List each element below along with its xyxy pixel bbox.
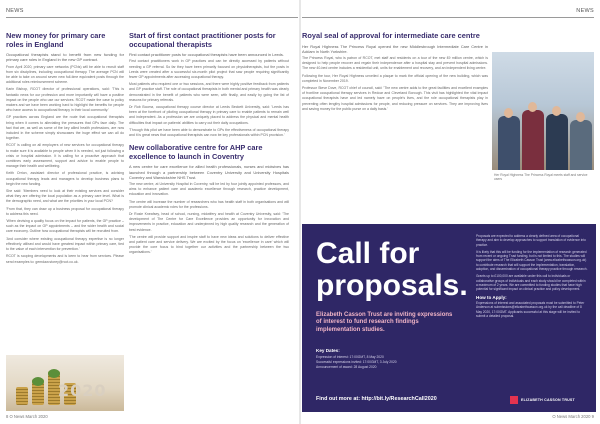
article-paragraph: Dr Rosie Kneafsey, head of school, nursing, midwifery and health at Coventry University, said: 'The development of The Centre for Care Excellence provides an opportunity for innovation and improvements in practice, education and underpinned by high quality research and the generation of best evidence. [129,212,289,232]
article-paragraph: GP practices across England are the route that occupational therapists bring when it comes to alleviating the pressures that GPs face daily. The fact that we, as well as some of the key allied health professions, are now included in the scheme simply showcases the huge effect we can all do together. [6,115,124,141]
article-paragraph: Dr Rob Boomz, occupational therapy course director at Leeds Beckett University, said: 'Leeds has been at the forefront of piloting occupational therapy in primary care to enable patients to remain well and independent. As a profession we are uniquely placed to address the physical and mental health difficulties that impact on patients' abilities to carry out their daily occupations. [129,105,289,125]
advert-title: Call for proposals. [316,237,468,302]
article-paragraph: The centre will increase the number of researchers who has health staff in both organisations and will promote clinical academic roles for the professions. [129,199,289,209]
article-lead: First contact practitioner posts for occupational therapists have been announced in Leeds. [129,52,284,58]
photo-caption: Her Royal Highness The Princess Royal meets staff and service users [494,173,588,181]
page-footer: 8 O News March 2020 [6,414,48,419]
key-date: Announcement of award: 28 August 2020 [316,364,377,369]
article-paragraph: 'When devising a quality focus on the impact for patients, the GP practice – such as the impact on GP appointments – and the wider health and social care economy. Outline how occupational therapists will be recruited from. [6,219,124,234]
trust-logo-icon [510,396,518,404]
advert-funding: Grants up to £100,000 are available under this call to individuals or collaborative groups of individuals and each study should be completed within a maximum of 2 years. We are committed to funding studies that have high potential for significant impact on clinical practice and policy development. [476,274,586,292]
key-dates-label: Key Dates: [316,348,340,353]
plant-icon [48,369,60,378]
left-page-header [0,0,300,22]
royal-visit-photo [492,52,594,170]
article-paragraph: Professor Steve Dove, RCOT chief of council, said: 'The new centre adds to the great facilities and excellent examples of frontline occupational therapy services in Redcar and Cleveland Borough. This visit has highlighted the vital impact occupational therapists have and led namely have on people's lives, and the role occupational therapists play in preventing often lengthy hospital admissions for people, and reducing pressure on services. They are improving lives and saving money for the public purse on a daily basis.' [302,86,488,111]
person-head [576,112,585,122]
article-headline: New money for primary care roles in England [6,31,106,49]
article-paragraph: She said: 'Members need to look at their existing services and consider what they are offering the local population as a primary care level. What is the demographic need, and what are the priorities in your local PCN? [6,189,124,204]
article-paragraph: 'The centre will provide support and inspire staff to have new ideas and solutions to deliver effective and patient care and service delivery. We are excited by the focus on 'excellence in care' which will provide the core focus to bind together our activities and the partnership between the two organisations.' [129,234,289,255]
article-paragraph: Following the tour, Her Royal Highness unveiled a plaque to mark the official opening of the new building, which was completed in November 2019. [302,73,488,83]
article-paragraph: Keith Orrion, assistant director of professional practice, is advising occupational therapy leads and managers to develop business plans to begin the new funding. [6,171,124,186]
article-ahp-centre [129,144,289,255]
article-primary-care-roles [6,32,124,267]
plant-icon [32,377,44,386]
apply-text: Expressions of interest and associated proposals must be submitted to Peter Anderson at submissions@elizabethcasson.org.uk by the call deadline of 8 May 2020, 17:00GMT. Applicants successful at this stage will be invited to submit a detailed proposal. [476,301,585,319]
advert-detail: It is likely that this will be funding for the implementation of research generated from recent or ongoing Trust funding, but is not limited to this. The studies will support the aims of The Elizabeth Casson Trust (www.elizabethcasson.org.uk) to contribute research that will support the implementation, translation, adoption, and dissemination of occupational therapy practice through research. [476,249,588,272]
article-paragraph: RCOT is scoping developments and is keen to hear from services. Please send examples to: gemdaw.storey@rcot.co.uk. [6,254,124,264]
header-rule [6,17,298,18]
person-figure [570,120,592,170]
article-paragraph: Karin Bishop, RCOT director of professional operations, said: 'This is fantastic news for our profession and more importantly will have a positive impact on the people who use our services. RCOT made the case to policy makers and we have been working hard to highlight the benefits for people who have access to occupational therapy in their local community.' [6,87,124,113]
article-headline: New collaborative centre for AHP care excellence to launch in Coventry [129,143,263,161]
article-text-column [302,44,488,112]
key-date: Expression of interest: 17:00GMT, 8 May 2020 [316,355,384,359]
article-paragraph: 'Through this pilot we have been able to demonstrate to GPs the effectiveness of occupational therapy and it is great news that occupational therapists can now be key professionals within PCN provision.' [129,127,289,138]
header-rule [302,17,594,18]
advert-subtitle: Elizabeth Casson Trust are inviting expressions of interest to fund research findings implementation studies. [316,312,453,333]
person-head [528,102,537,112]
trust-logo-text: ELIZABETH CASSON TRUST [521,398,575,402]
coin-stack [16,387,28,405]
find-out-more-link[interactable]: Find out more at: http://bit.ly/ResearchCall2020 [316,396,437,402]
article-lead: Occupational therapists stand to benefit from new funding for primary care roles in England in the new GP contract. [6,52,124,63]
article-lead: Her Royal Highness The Princess Royal opened the new Middlesbrough Intermediate Care Centre in Acklam in North Yorkshire. [302,43,488,54]
photo-year-text: 2020 [58,381,107,400]
article-paragraph: First contact practitioners work in GP practices and can be directly accessed by patients without needing a GP referral. So far they have been primarily focused on physiotherapists, but the posts in Leeds were created after a successful six-month pilot project that saw people requiring significantly fewer GP appointments after accessing occupational therapy. [129,59,289,79]
advert-intro: Proposals are expected to address a clearly defined area of occupational therapy and aim to develop approaches to support translation of evidence into practice. [476,234,586,247]
section-label: NEWS [576,8,594,14]
right-page-header [300,0,600,22]
page-footer: O News March 2020 9 [552,414,594,419]
advert-details [476,234,588,321]
article-headline: Start of first contact practitioner posts for occupational therapists [129,31,276,49]
key-date: Successful expressions invited: 17:00GMT, 3 July 2020 [316,359,397,364]
article-headline: Royal seal of approval for intermediate care centre [302,31,480,40]
coins-photo [6,355,124,411]
elizabeth-casson-trust-logo [510,396,575,404]
article-paragraph: The new centre, at University Hospital in Coventry, will be led by four jointly appointed professors, and aims to enhance patient care and academic excellence through research, practice development, education and innovation. [129,182,289,197]
article-paragraph: From April 2020, primary care networks (PCNs) will be able to recruit staff from six disciplines, including occupational therapy. The average PCN will be able to take on around seven new full-time equivalent posts through the additional roles reimbursement scheme. [6,64,124,85]
person-figure [522,110,544,170]
article-paragraph: RCOT is calling on all employers of new services for occupational therapy to make sure it is available to people when it is needed, not just following a crisis or hospital admission. It is calling for a proactive approach that combines early assessment, support and advice to enable people to manage their health and wellbeing. [6,143,124,169]
article-paragraph: The Princess Royal, who is patron of RCOT, met staff and residents on a tour of the new £9 million centre, which is designed to help people recover and regain their independence after a hospital stay and prevent hospital admissions. The new 40-bed centre includes a residential unit, units for enablement and recovery, and an independent living centre. [302,56,488,71]
person-head [504,108,513,118]
article-first-contact-practitioner [129,32,289,258]
article-paragraph: Most patients who required one or two sessions, and there were highly positive feedback from patients and GP practice staff. The role of occupational therapists in both mental and primary health was clearly demonstrated in the benefit of patients who were seen, with finally, and easily by going the list of reasons for primary referrals. [129,82,289,102]
page-gutter [299,0,301,424]
person-figure [498,116,520,170]
person-figure [546,114,568,170]
person-head [552,106,561,116]
article-lead: A new centre for care excellence for allied health professionals, nurses and midwives has launched through a partnership between Coventry University and University Hospitals Coventry and Warwickshire NHS Trust. [129,164,289,180]
apply-label: How to Apply: [476,294,507,300]
section-label: NEWS [6,8,24,14]
article-paragraph: 'From that, they can draw up a business proposal for occupational therapy to address this need. [6,206,124,216]
article-paragraph: 'And consider where existing occupational therapy expertise is no longer effectively utilised and would have greatest impact within primary care, tied to the value of each intervention for prevention.' [6,236,124,252]
key-dates [316,348,466,369]
call-for-proposals-advert [302,224,596,412]
